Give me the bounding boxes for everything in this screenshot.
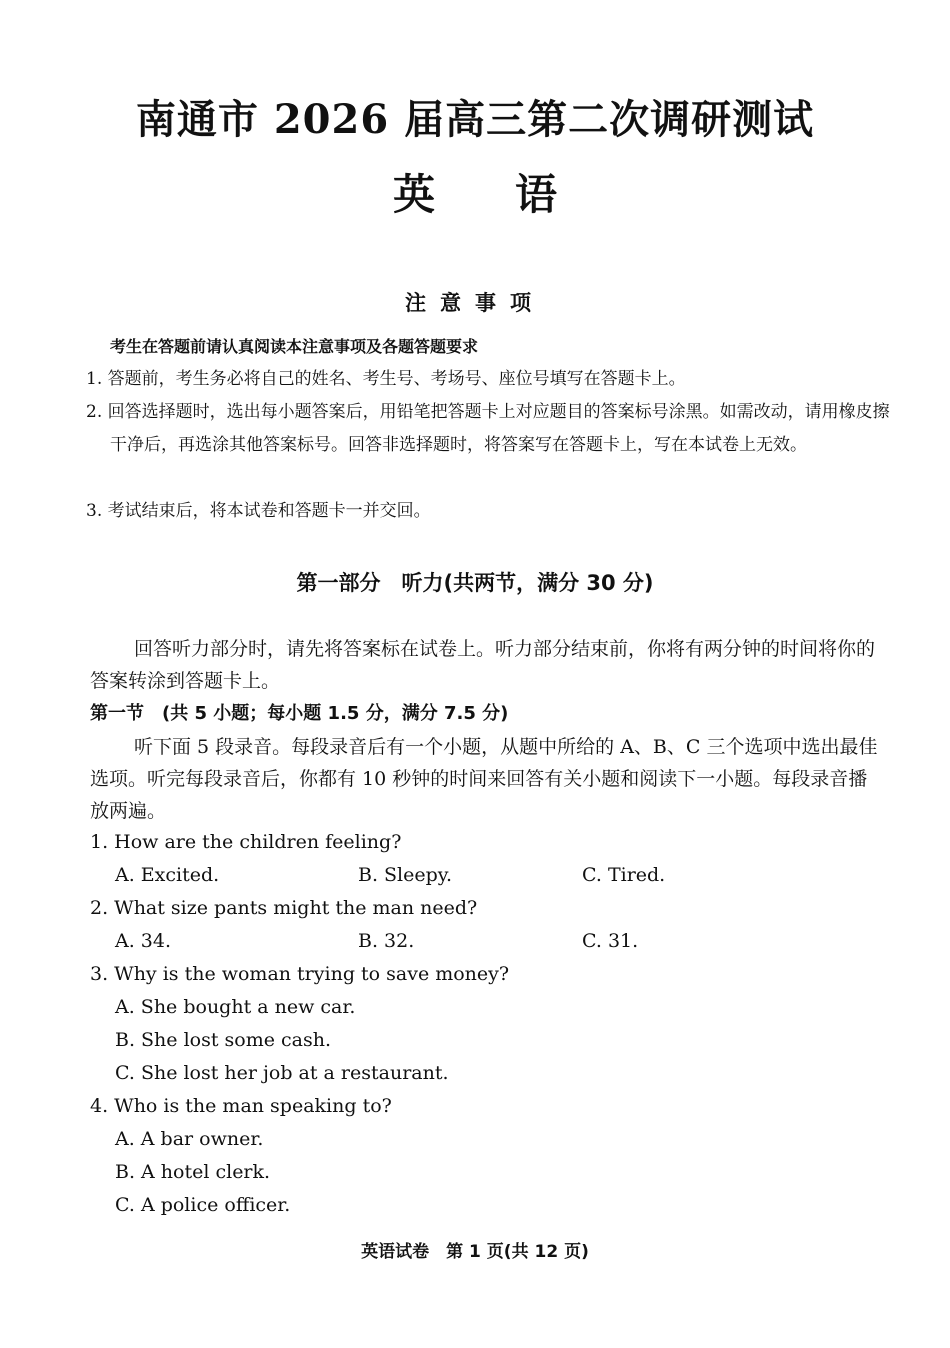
option-a: A. A bar owner. bbox=[115, 1128, 264, 1150]
option-c: C. 31. bbox=[582, 930, 639, 952]
notice-item-3: 3. 考试结束后，将本试卷和答题卡一并交回。 bbox=[86, 501, 431, 521]
section-instructions: 听下面 5 段录音。每段录音后有一个小题，从题中所给的 A、B、C 三个选项中选出最佳选项。听完每段录音后，你都有 10 秒钟的时间来回答有关小题和阅读下一小题。每段录音播放两遍。 bbox=[90, 736, 878, 822]
option-c: C. She lost her job at a restaurant. bbox=[115, 1062, 449, 1084]
option-a: A. 34. bbox=[115, 930, 172, 952]
part-title: 第一部分 听力(共两节，满分 30 分) bbox=[296, 571, 654, 595]
question-stem: 2. What size pants might the man need? bbox=[90, 897, 478, 919]
notice-item-1: 1. 答题前，考生务必将自己的姓名、考生号、考场号、座位号填写在答题卡上。 bbox=[86, 369, 686, 389]
notice-lead: 考生在答题前请认真阅读本注意事项及各题答题要求 bbox=[110, 337, 479, 356]
notice-item-2: 2. 回答选择题时，选出每小题答案后，用铅笔把答题卡上对应题目的答案标号涂黑。如需改动，请用橡皮擦干净后，再选涂其他答案标号。回答非选择题时，将答案写在答题卡上，写在本试卷上无效。 bbox=[86, 402, 890, 455]
option-b: B. Sleepy. bbox=[358, 864, 453, 886]
exam-subject: 英语 bbox=[392, 170, 637, 219]
question-stem: 1. How are the children feeling? bbox=[90, 831, 402, 853]
exam-title: 南通市 2026 届高三第二次调研测试 bbox=[135, 96, 815, 143]
section-title: 第一节 (共 5 小题；每小题 1.5 分，满分 7.5 分) bbox=[90, 703, 509, 724]
notice-title: 注意事项 bbox=[405, 291, 545, 315]
option-b: B. A hotel clerk. bbox=[115, 1161, 271, 1183]
page-footer: 英语试卷 第 1 页(共 12 页) bbox=[361, 1242, 589, 1262]
question-stem: 4. Who is the man speaking to? bbox=[90, 1095, 392, 1117]
question-stem: 3. Why is the woman trying to save money? bbox=[90, 963, 510, 985]
part-intro: 回答听力部分时，请先将答案标在试卷上。听力部分结束前，你将有两分钟的时间将你的答案转涂到答题卡上。 bbox=[90, 638, 876, 692]
option-a: A. She bought a new car. bbox=[115, 996, 356, 1018]
option-c: C. A police officer. bbox=[115, 1194, 291, 1216]
option-a: A. Excited. bbox=[115, 864, 220, 886]
option-b: B. She lost some cash. bbox=[115, 1029, 332, 1051]
option-b: B. 32. bbox=[358, 930, 415, 952]
option-c: C. Tired. bbox=[582, 864, 666, 886]
